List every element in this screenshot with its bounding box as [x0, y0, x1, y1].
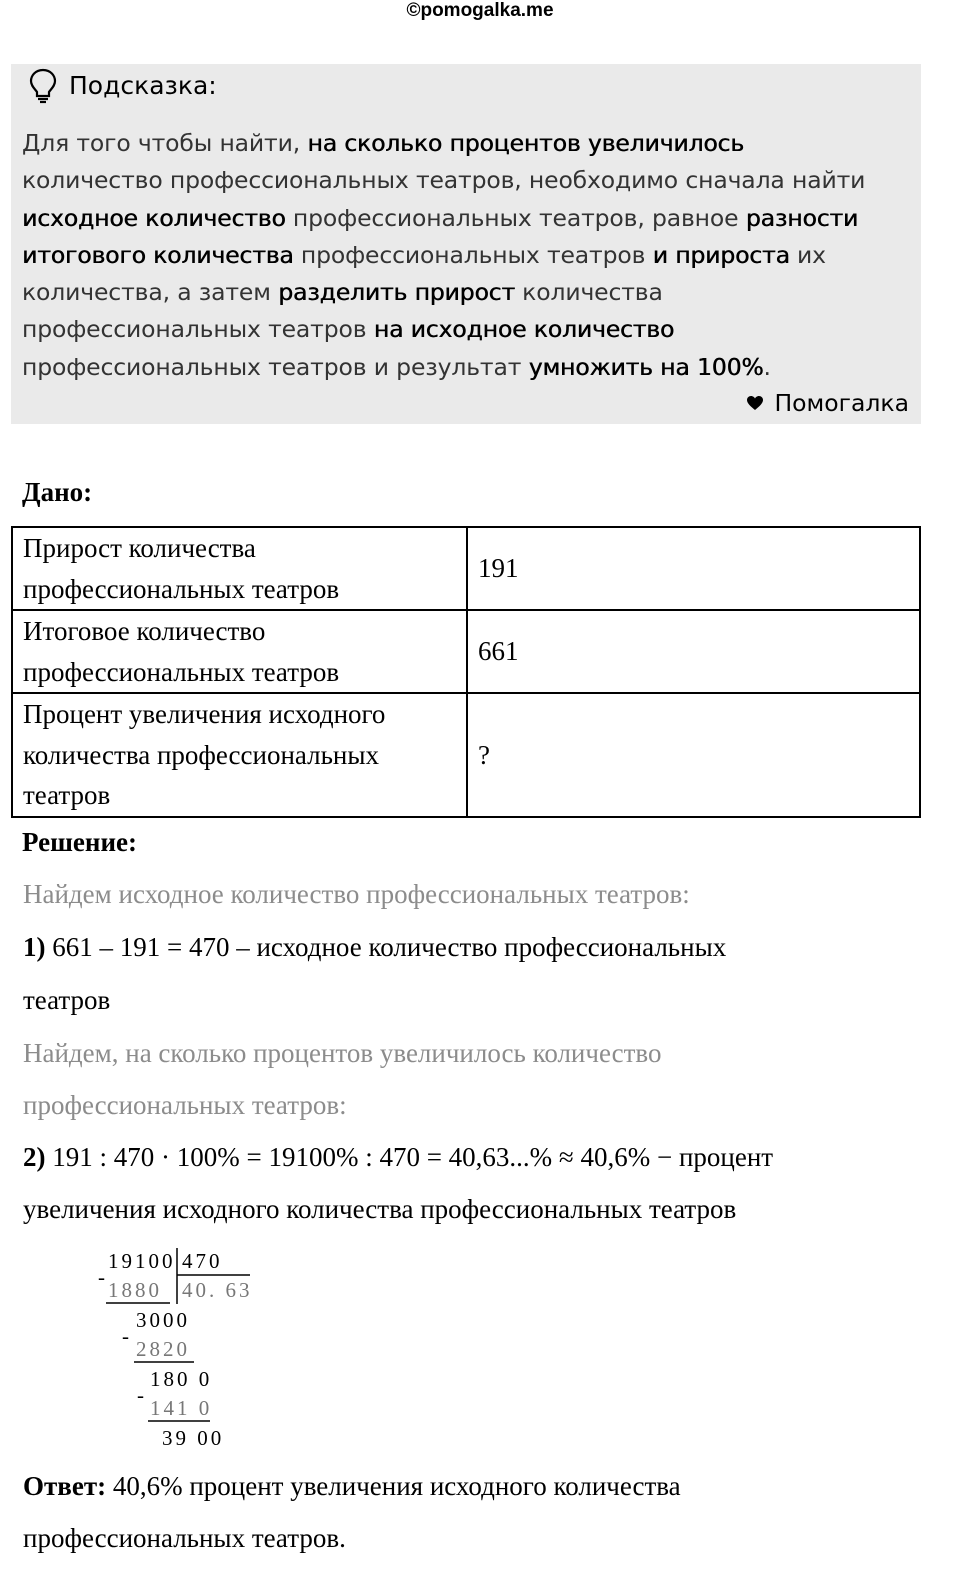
hint-segment: профессиональных театров и результат [22, 352, 529, 381]
hint-segment: . [763, 352, 771, 381]
hint-emphasis: на исходное количество [373, 315, 675, 344]
division-step-5: 141 0 [150, 1396, 213, 1420]
given-name-line: Прирост количества [23, 533, 256, 563]
watermark: ©pomogalka.me [406, 0, 554, 21]
step2-intro-line1: Найдем, на сколько процентов увеличилось количество [23, 1038, 662, 1068]
given-name-line: профессиональных театров [23, 656, 340, 687]
division-quotient: 40. 63 [182, 1278, 253, 1302]
division-step-4: 180 0 [150, 1367, 213, 1391]
hint-title-text: Подсказка: [69, 71, 217, 100]
hint-segment: профессиональных театров, равное [285, 203, 746, 232]
division-minus-2: - [122, 1324, 132, 1348]
division-step-3: 2820 [136, 1337, 190, 1361]
answer-text: 40,6% процент увеличения исходного количества [106, 1471, 681, 1501]
given-name-line: Процент увеличения исходного [23, 699, 386, 729]
answer-line2: профессиональных театров. [23, 1523, 346, 1553]
step2-text: 191 : 470 · 100% = 19100% : 470 = 40,63...% ≈ 40,6% − процент [45, 1142, 774, 1172]
given-value-cell: ? [467, 693, 920, 817]
division-step-2: 3000 [136, 1308, 190, 1332]
answer-label: Ответ: [23, 1471, 107, 1501]
division-divisor: 470 [182, 1249, 223, 1273]
division-remainder: 39 00 [162, 1426, 225, 1450]
hint-emphasis: итогового количества [22, 240, 294, 269]
hint-emphasis: разности [745, 203, 859, 232]
given-name-line: профессиональных театров [23, 573, 340, 604]
step1-text: 661 – 191 = 470 – исходное количество профессиональных [45, 932, 727, 962]
signature-text: Помогалка [774, 389, 909, 417]
hint-segment: их [789, 240, 826, 269]
hint-emphasis: умножить на 100% [528, 352, 764, 381]
given-name-line: театров [23, 780, 111, 810]
hint-segment: профессиональных театров [22, 315, 374, 344]
hint-segment: Для того чтобы найти, [22, 129, 308, 157]
division-dividend: 19100 [108, 1249, 176, 1273]
division-step-1: 1880 [108, 1278, 162, 1302]
hint-segment: количества, а затем [22, 278, 279, 307]
solution-label: Решение: [22, 827, 137, 857]
given-value-cell: 191 [467, 527, 920, 610]
division-minus-1: - [98, 1265, 108, 1289]
step2-line2: увеличения исходного количества профессиональных театров [23, 1194, 737, 1224]
hint-segment: количество профессиональных театров, необходимо сначала найти [22, 166, 866, 195]
hint-emphasis: и прироста [652, 240, 790, 269]
step1-intro: Найдем исходное количество профессиональных театров: [23, 879, 690, 909]
given-label: Дано: [22, 477, 93, 507]
given-name-line: количества профессиональных [23, 739, 380, 770]
hint-emphasis: исходное количество [22, 203, 286, 232]
hint-emphasis: разделить прирост [278, 278, 515, 307]
given-name-line: Итоговое количество [23, 616, 266, 646]
step2-intro-line2: профессиональных театров: [23, 1090, 347, 1120]
hint-emphasis: на сколько процентов увеличилось [307, 129, 744, 157]
hint-segment: количества [514, 278, 663, 307]
division-minus-3: - [137, 1383, 147, 1407]
answer-line1 [23, 1468, 681, 1504]
step1-number: 1) [23, 932, 46, 962]
given-value-cell: 661 [467, 610, 920, 693]
step2-number: 2) [23, 1142, 46, 1172]
step1-line2: театров [23, 985, 111, 1015]
hint-segment: профессиональных театров [293, 240, 653, 269]
